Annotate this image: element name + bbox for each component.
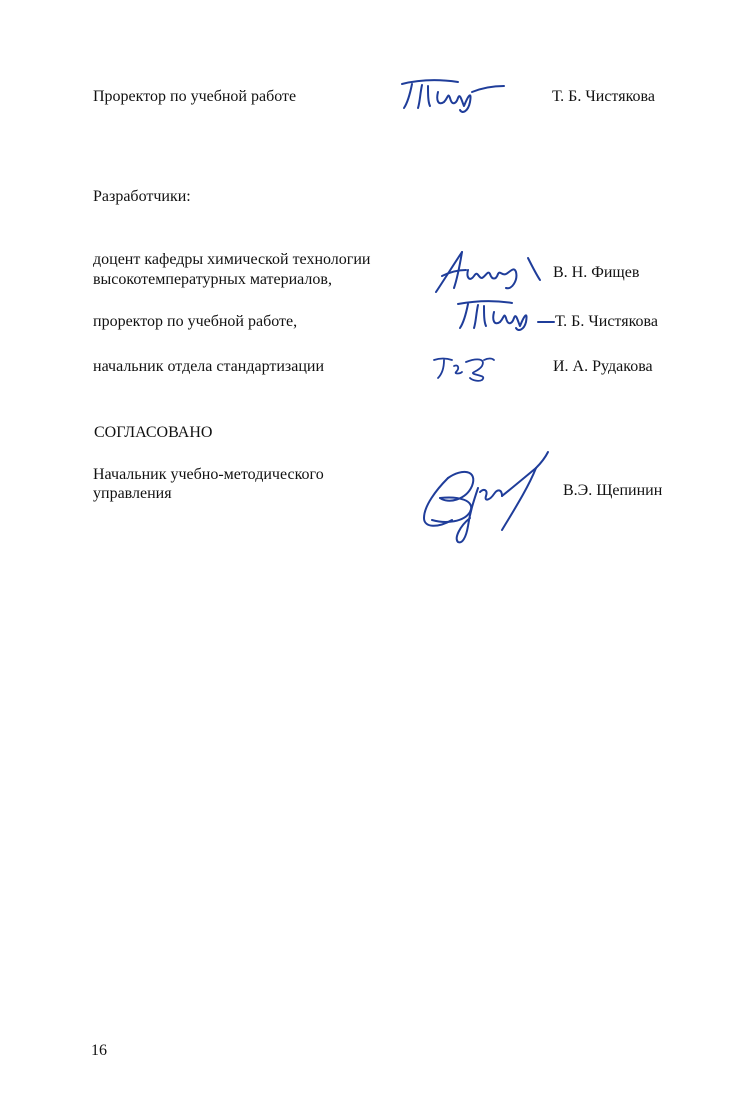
approval-position: Проректор по учебной работе xyxy=(93,88,297,105)
developer-2-name: Т. Б. Чистякова xyxy=(555,313,658,330)
developer-1-name: В. Н. Фищев xyxy=(553,264,640,281)
developers-heading: Разработчики: xyxy=(93,188,191,205)
agreed-name: В.Э. Щепинин xyxy=(563,482,663,499)
signature-developer-3-icon xyxy=(430,354,502,384)
agreed-heading: СОГЛАСОВАНО xyxy=(94,424,213,441)
agreed-position-line1: Начальник учебно-методического xyxy=(93,466,324,483)
developer-1-position-line1: доцент кафедры химической технологии xyxy=(93,251,371,268)
agreed-position-line2: управления xyxy=(93,485,172,502)
developer-2-position: проректор по учебной работе, xyxy=(93,313,298,330)
approval-name: Т. Б. Чистякова xyxy=(552,88,655,105)
developer-1-position-line2: высокотемпературных материалов, xyxy=(93,271,332,288)
page-number: 16 xyxy=(91,1042,107,1059)
signature-developer-2-icon xyxy=(452,298,564,334)
signature-agreed-icon xyxy=(418,448,558,548)
signature-developer-1-icon xyxy=(432,244,552,296)
developer-3-name: И. А. Рудакова xyxy=(553,358,653,375)
signature-approval-icon xyxy=(398,76,508,116)
developer-3-position: начальник отдела стандартизации xyxy=(93,358,325,375)
